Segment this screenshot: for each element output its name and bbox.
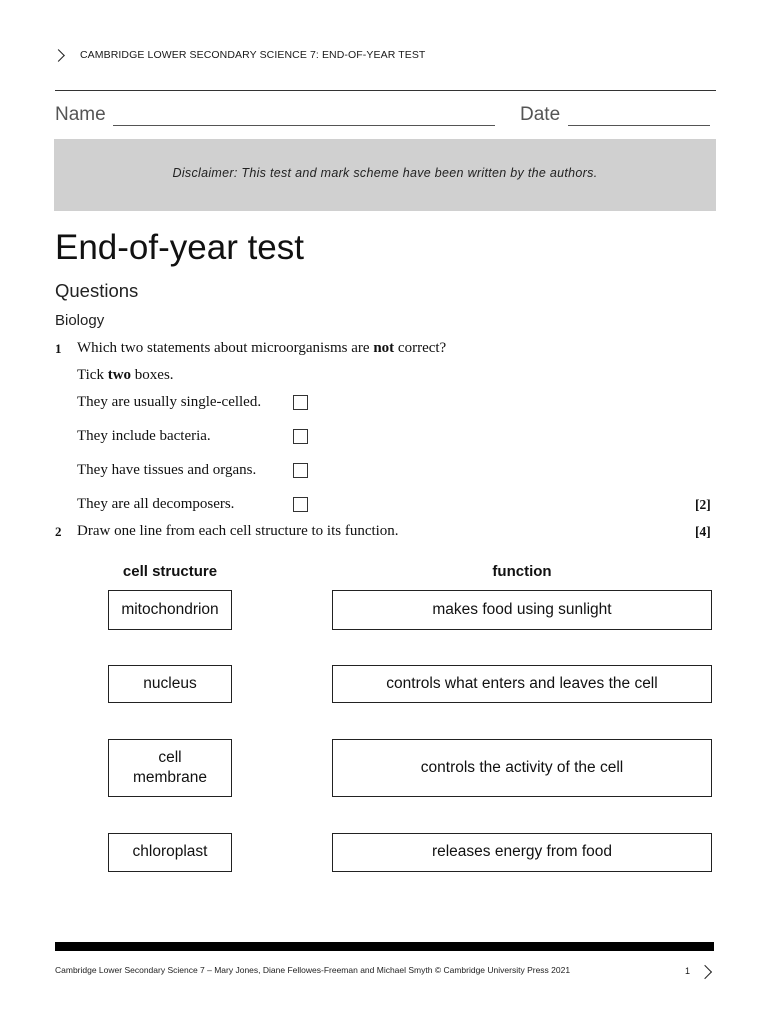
question-1-prompt-bold: not xyxy=(373,340,395,356)
option-checkbox-4[interactable] xyxy=(293,497,308,512)
option-checkbox-3[interactable] xyxy=(293,463,308,478)
column-heading-cell-structure: cell structure xyxy=(122,563,218,580)
option-label-3: They have tissues and organs. xyxy=(77,462,257,478)
function-box-makes-food[interactable]: makes food using sunlight xyxy=(332,590,712,630)
structure-box-nucleus[interactable]: nucleus xyxy=(108,665,232,703)
page-number: 1 xyxy=(685,966,691,976)
question-2-prompt: Draw one line from each cell structure to its function. xyxy=(77,523,399,539)
questions-heading: Questions xyxy=(55,280,139,301)
question-1-instruction-end: boxes. xyxy=(131,367,174,383)
question-1-prompt xyxy=(77,340,446,357)
page-title: End-of-year test xyxy=(55,228,304,267)
function-box-controls-entry[interactable]: controls what enters and leaves the cell xyxy=(332,665,712,703)
date-label: Date xyxy=(520,104,561,125)
disclaimer-box xyxy=(54,139,716,211)
name-label: Name xyxy=(55,104,106,125)
name-field[interactable] xyxy=(113,125,495,126)
next-page-chevron-icon[interactable] xyxy=(698,965,712,979)
question-1-instruction xyxy=(77,367,174,384)
disclaimer-text: Disclaimer: This test and mark scheme have been written by the authors. xyxy=(172,166,598,180)
column-heading-function: function xyxy=(492,563,552,580)
chevron-right-icon xyxy=(52,49,65,62)
structure-box-cell-membrane[interactable]: cell membrane xyxy=(108,739,232,797)
option-label-1: They are usually single-celled. xyxy=(77,394,262,410)
option-checkbox-1[interactable] xyxy=(293,395,308,410)
question-1-instruction-bold: two xyxy=(107,367,132,383)
function-box-controls-activity[interactable]: controls the activity of the cell xyxy=(332,739,712,797)
question-1-number: 1 xyxy=(55,341,62,356)
question-1-marks: [2] xyxy=(695,497,711,512)
question-2-marks: [4] xyxy=(695,524,711,539)
option-checkbox-2[interactable] xyxy=(293,429,308,444)
footer-credit: Cambridge Lower Secondary Science 7 – Mary Jones, Diane Fellowes-Freeman and Michael Smyth © Cambridge University Press 2021 xyxy=(55,965,571,975)
question-1-instruction-start: Tick xyxy=(77,367,108,383)
section-heading: Biology xyxy=(55,312,105,329)
footer-bar xyxy=(55,942,714,951)
structure-box-mitochondrion[interactable]: mitochondrion xyxy=(108,590,232,630)
question-1-prompt-end: correct? xyxy=(394,340,447,356)
structure-box-chloroplast[interactable]: chloroplast xyxy=(108,833,232,872)
option-label-2: They include bacteria. xyxy=(77,428,211,444)
option-label-4: They are all decomposers. xyxy=(77,496,235,512)
function-box-releases-energy[interactable]: releases energy from food xyxy=(332,833,712,872)
header-title: CAMBRIDGE LOWER SECONDARY SCIENCE 7: END-OF-YEAR TEST xyxy=(80,49,426,61)
question-1-prompt-start: Which two statements about microorganisms are xyxy=(77,340,374,356)
question-2-number: 2 xyxy=(55,524,62,539)
header-rule xyxy=(55,90,716,91)
date-field[interactable] xyxy=(568,125,710,126)
